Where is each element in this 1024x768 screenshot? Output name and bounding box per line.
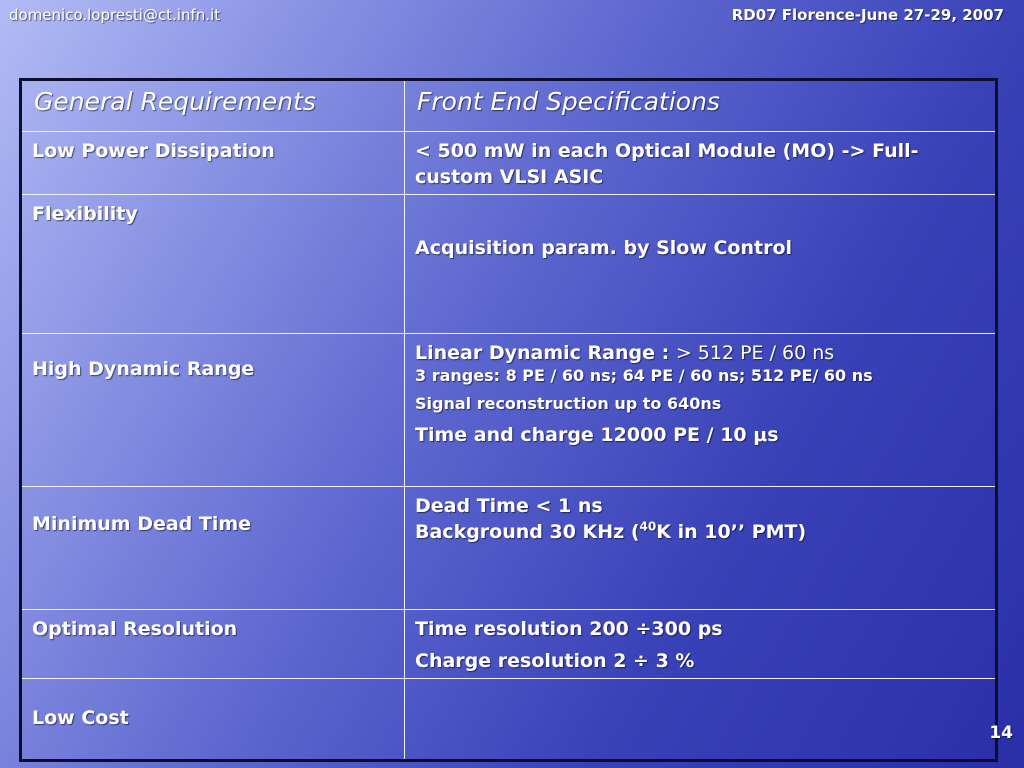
background-line [415, 519, 985, 545]
table-row [21, 195, 997, 334]
spec-text: Linear Dynamic Range : [415, 342, 676, 364]
table-row [21, 487, 997, 610]
spec-text: K in 10’’ PMT) [656, 521, 807, 543]
requirement-cell: Low Cost [21, 679, 405, 761]
time-resolution-line: Time resolution 200 ÷300 ps [415, 618, 723, 640]
spec-text: s [767, 424, 779, 446]
specification-cell [405, 679, 997, 761]
specification-cell [405, 610, 997, 679]
author-email: domenico.lopresti@ct.infn.it [9, 6, 221, 24]
mu-symbol: μ [753, 424, 768, 446]
specification-cell [405, 334, 997, 487]
page-number: 14 [989, 723, 1013, 743]
isotope-superscript: 40 [639, 519, 657, 534]
specification-cell: Acquisition param. by Slow Control [405, 195, 997, 334]
event-title: RD07 Florence-June 27-29, 2007 [731, 6, 1004, 24]
table-row [21, 132, 997, 195]
table-header-row [21, 80, 997, 132]
requirement-cell: Minimum Dead Time [21, 487, 405, 610]
spec-text: Time and charge 12000 PE / 10 [415, 424, 754, 446]
requirement-cell: Optimal Resolution [21, 610, 405, 679]
requirement-cell: Low Power Dissipation [21, 132, 405, 195]
specification-cell [405, 487, 997, 610]
linear-dynamic-range-line [415, 340, 985, 366]
signal-reconstruction-line: Signal reconstruction up to 640ns [415, 394, 722, 413]
requirements-table [19, 78, 998, 762]
spec-value: > 512 PE / 60 ns [675, 342, 835, 364]
table-row [21, 334, 997, 487]
dead-time-line: Dead Time < 1 ns [415, 495, 603, 517]
requirement-cell: Flexibility [21, 195, 405, 334]
spec-text: Background 30 KHz ( [415, 521, 640, 543]
requirement-cell: High Dynamic Range [21, 334, 405, 487]
ranges-line: 3 ranges: 8 PE / 60 ns; 64 PE / 60 ns; 512 PE/ 60 ns [415, 366, 873, 385]
specification-cell: < 500 mW in each Optical Module (MO) -> Full-custom VLSI ASIC [405, 132, 997, 195]
table-row [21, 679, 997, 761]
column-header-front-end-specifications: Front End Specifications [405, 80, 997, 132]
column-header-general-requirements: General Requirements [21, 80, 405, 132]
charge-resolution-line: Charge resolution 2 ÷ 3 % [415, 650, 695, 672]
table-row [21, 610, 997, 679]
time-and-charge-line [415, 422, 985, 448]
